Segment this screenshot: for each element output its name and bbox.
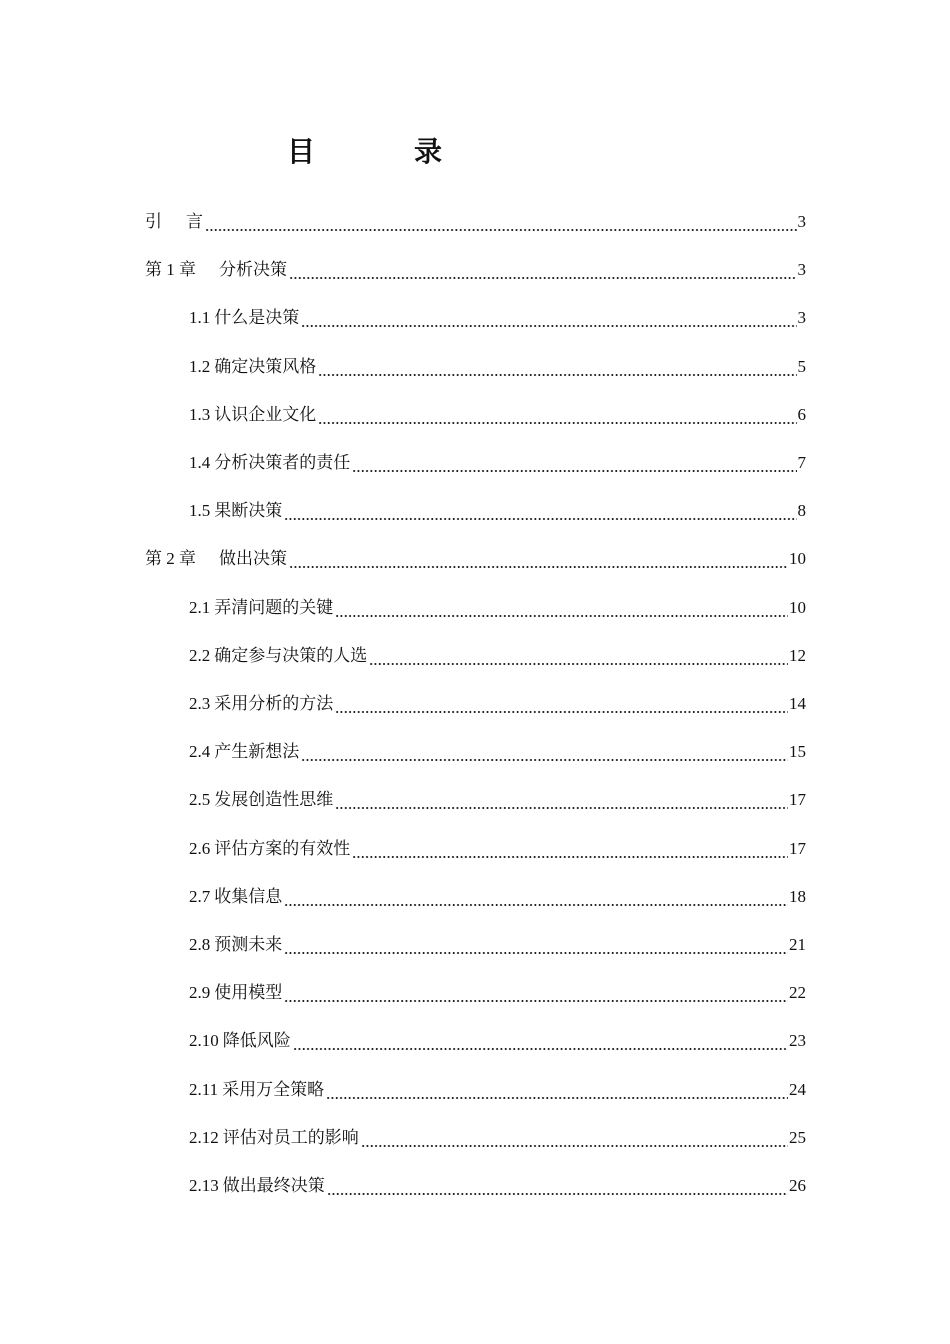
toc-entry-label: 分析决策 bbox=[219, 260, 287, 280]
toc-entry-label: 预测未来 bbox=[214, 935, 283, 954]
toc-section-entry[interactable] bbox=[189, 921, 806, 969]
toc-section-entry[interactable] bbox=[189, 294, 806, 342]
toc-title bbox=[0, 132, 950, 172]
toc-title-char-2: 录 bbox=[414, 135, 443, 168]
toc-entry-number: 2.12 bbox=[189, 1127, 219, 1147]
toc-entry-number: 1.2 bbox=[189, 356, 211, 376]
toc-section-entry[interactable] bbox=[189, 487, 806, 535]
toc-dot-leader bbox=[284, 505, 796, 521]
toc-entry-number: 2.1 bbox=[189, 597, 211, 617]
toc-section-entry[interactable] bbox=[189, 1066, 806, 1114]
toc-section-entry[interactable] bbox=[189, 680, 806, 728]
toc-section-entry[interactable] bbox=[189, 632, 806, 680]
toc-page-number: 22 bbox=[789, 983, 806, 1003]
toc-page-number: 25 bbox=[789, 1127, 806, 1147]
toc-dot-leader bbox=[293, 1035, 788, 1051]
toc-page-number: 10 bbox=[789, 597, 806, 617]
toc-section-entry[interactable] bbox=[189, 873, 806, 921]
toc-page-number: 18 bbox=[789, 886, 806, 906]
toc-entry-label: 分析决策者的责任 bbox=[214, 453, 351, 472]
toc-entry-number: 2.13 bbox=[189, 1176, 219, 1195]
toc-page-number: 7 bbox=[797, 453, 806, 472]
toc-page-number: 3 bbox=[797, 212, 806, 231]
toc-entry-number: 2.4 bbox=[189, 742, 211, 762]
toc-section-entry[interactable] bbox=[189, 825, 806, 873]
toc-page-number: 26 bbox=[789, 1176, 806, 1195]
toc-page-number: 14 bbox=[789, 694, 806, 713]
toc-page-number: 5 bbox=[797, 356, 806, 376]
toc-dot-leader bbox=[318, 361, 796, 377]
toc-entry-number: 1.5 bbox=[189, 501, 211, 521]
toc-page-number: 10 bbox=[789, 549, 806, 569]
toc-section-entry[interactable] bbox=[189, 776, 806, 824]
toc-chapter-entry[interactable] bbox=[145, 535, 806, 583]
toc-entry-label: 确定决策风格 bbox=[214, 356, 317, 376]
toc-dot-leader bbox=[352, 457, 796, 473]
toc-dot-leader bbox=[326, 1084, 788, 1100]
toc-entry-number: 引 bbox=[145, 212, 162, 231]
toc-chapter-entry[interactable] bbox=[145, 198, 806, 246]
toc-dot-leader bbox=[335, 698, 788, 714]
toc-entry-label: 认识企业文化 bbox=[214, 404, 317, 424]
toc-entry-number: 2.5 bbox=[189, 790, 211, 810]
toc-dot-leader bbox=[289, 553, 788, 569]
toc-dot-leader bbox=[369, 650, 788, 666]
toc-dot-leader bbox=[205, 216, 797, 232]
toc-entry-number: 2.6 bbox=[189, 838, 211, 858]
toc-entry-label: 言 bbox=[186, 212, 203, 231]
toc-entry-number: 1.3 bbox=[189, 404, 211, 424]
toc-dot-leader bbox=[352, 843, 788, 859]
toc-entry-label: 什么是决策 bbox=[214, 308, 300, 328]
toc-page-number: 17 bbox=[789, 790, 806, 810]
toc-section-entry[interactable] bbox=[189, 1114, 806, 1162]
toc-section-entry[interactable] bbox=[189, 728, 806, 776]
toc-entry-number: 2.10 bbox=[189, 1031, 219, 1051]
toc-entry-label: 发展创造性思维 bbox=[214, 790, 334, 810]
toc-page-number: 17 bbox=[789, 838, 806, 858]
toc-entry-label: 降低风险 bbox=[222, 1031, 291, 1051]
toc-entry-label: 做出最终决策 bbox=[222, 1176, 325, 1195]
toc-entry-number: 2.9 bbox=[189, 983, 211, 1003]
toc-section-entry[interactable] bbox=[189, 969, 806, 1017]
toc-entry-number: 2.11 bbox=[189, 1079, 219, 1099]
toc-page-number: 3 bbox=[797, 260, 806, 280]
toc-entry-label: 做出决策 bbox=[219, 549, 287, 569]
toc-dot-leader bbox=[301, 746, 788, 762]
toc-page-number: 23 bbox=[789, 1031, 806, 1051]
toc-entry-number: 2.7 bbox=[189, 886, 211, 906]
toc-dot-leader bbox=[284, 939, 788, 955]
toc-section-entry[interactable] bbox=[189, 1017, 806, 1065]
toc-page-number: 24 bbox=[789, 1079, 806, 1099]
toc-entry-number: 2.2 bbox=[189, 645, 211, 665]
toc-section-entry[interactable] bbox=[189, 439, 806, 487]
toc-dot-leader bbox=[284, 987, 788, 1003]
toc-dot-leader bbox=[318, 409, 796, 425]
toc-entry-number: 1.1 bbox=[189, 308, 211, 328]
toc-entry-label: 确定参与决策的人选 bbox=[214, 645, 368, 665]
toc-entry-label: 采用万全策略 bbox=[222, 1079, 325, 1099]
toc-entry-number: 2.8 bbox=[189, 935, 211, 954]
toc-section-entry[interactable] bbox=[189, 343, 806, 391]
toc-entry-label: 使用模型 bbox=[214, 983, 283, 1003]
toc-chapter-entry[interactable] bbox=[145, 246, 806, 294]
toc-entry-label: 评估方案的有效性 bbox=[214, 838, 351, 858]
toc-entry-label: 产生新想法 bbox=[214, 742, 300, 762]
toc-dot-leader bbox=[361, 1132, 788, 1148]
toc-entry-number: 2.3 bbox=[189, 694, 211, 713]
toc-entry-number: 第 1 章 bbox=[145, 260, 196, 280]
toc-dot-leader bbox=[335, 794, 788, 810]
toc-section-entry[interactable] bbox=[189, 584, 806, 632]
toc-entry-label: 收集信息 bbox=[214, 886, 283, 906]
toc-entry-label: 采用分析的方法 bbox=[214, 694, 334, 713]
toc-page-number: 6 bbox=[797, 404, 806, 424]
toc-page-number: 3 bbox=[797, 308, 806, 328]
toc-entry-label: 果断决策 bbox=[214, 501, 283, 521]
toc-entry-label: 评估对员工的影响 bbox=[222, 1127, 359, 1147]
toc-dot-leader bbox=[301, 312, 796, 328]
toc-page-number: 8 bbox=[797, 501, 806, 521]
toc-section-entry[interactable] bbox=[189, 391, 806, 439]
toc-title-char-1: 目 bbox=[287, 135, 316, 168]
toc-dot-leader bbox=[284, 891, 788, 907]
toc-dot-leader bbox=[335, 602, 788, 618]
toc-dot-leader bbox=[289, 264, 797, 280]
toc-page-number: 15 bbox=[789, 742, 806, 762]
toc-section-entry[interactable] bbox=[189, 1162, 806, 1210]
toc-entry-number: 1.4 bbox=[189, 453, 211, 472]
toc-page-number: 21 bbox=[789, 935, 806, 954]
toc-dot-leader bbox=[327, 1180, 788, 1196]
toc-entry-label: 弄清问题的关键 bbox=[214, 597, 334, 617]
toc-entry-number: 第 2 章 bbox=[145, 549, 196, 569]
toc-page-number: 12 bbox=[789, 645, 806, 665]
